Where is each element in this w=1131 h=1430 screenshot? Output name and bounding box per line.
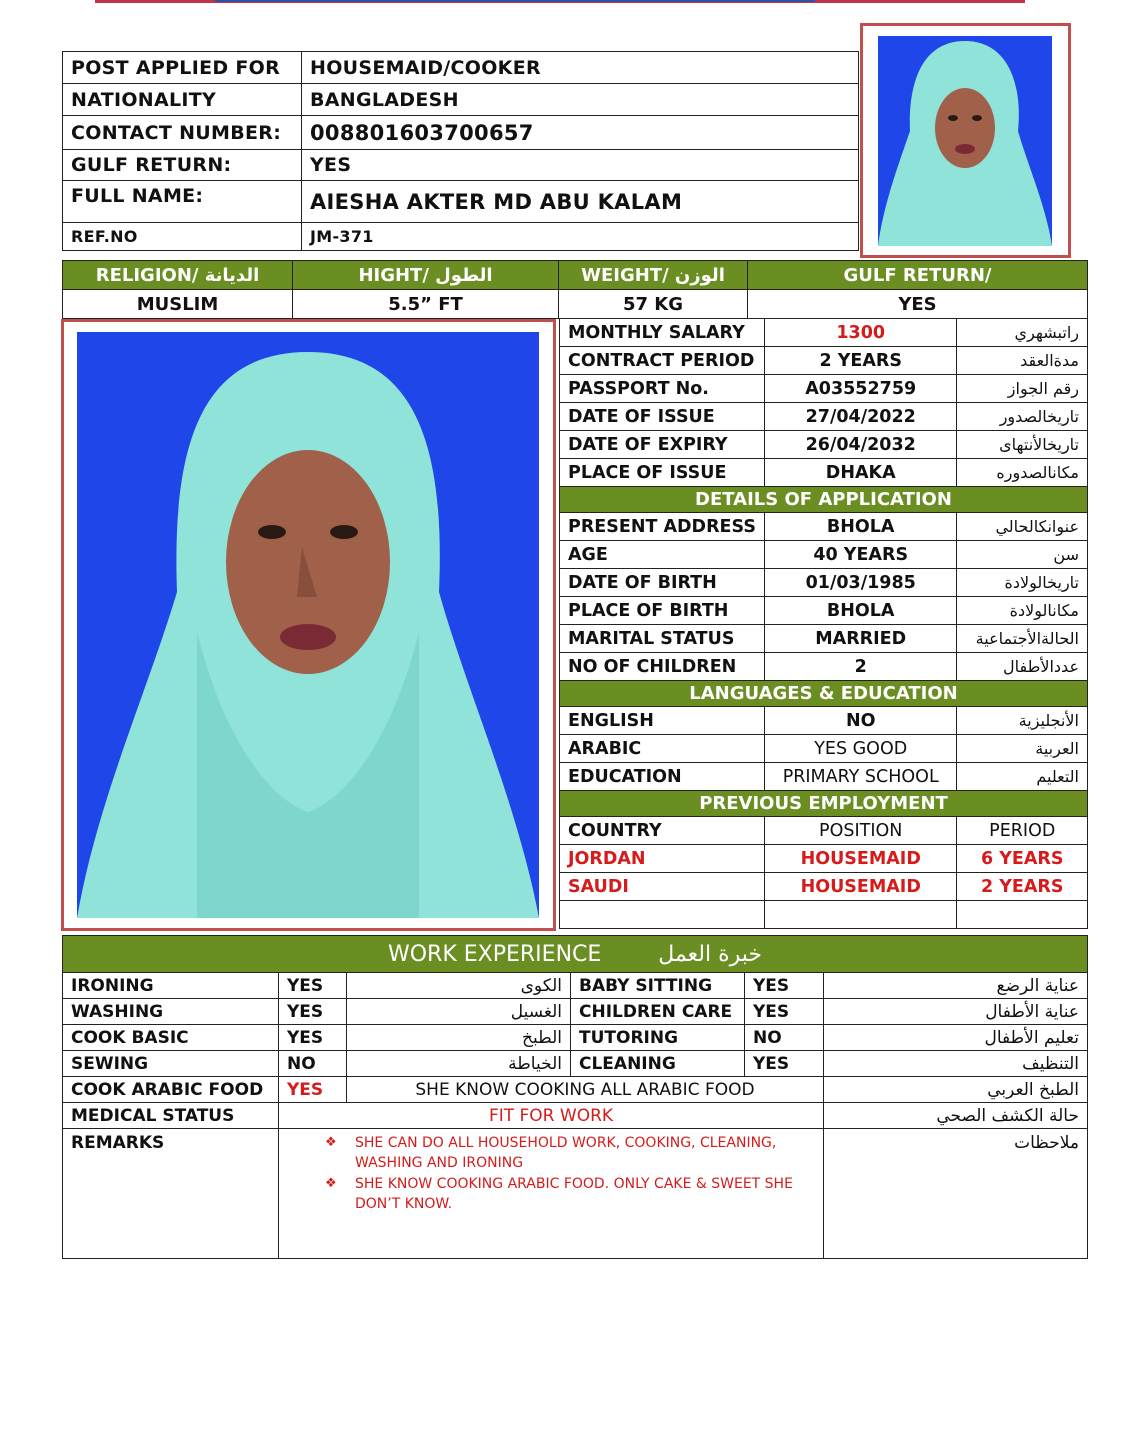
dob-label: DATE OF BIRTH	[560, 569, 765, 597]
address-value: BHOLA	[764, 513, 957, 541]
skill-value-2: YES	[745, 973, 824, 999]
section-employment	[560, 791, 1088, 817]
medical-label: MEDICAL STATUS	[63, 1103, 279, 1129]
arabic-label-ar: العربية	[957, 735, 1088, 763]
detail-row-issue	[560, 403, 1088, 431]
expiry-date-value: 26/04/2032	[764, 431, 957, 459]
portrait-illustration-small	[878, 36, 1052, 246]
detail-row-passport	[560, 375, 1088, 403]
work-experience-header	[63, 936, 1088, 973]
section-application-title: DETAILS OF APPLICATION	[560, 487, 1088, 513]
medical-row	[63, 1103, 1088, 1129]
remarks-item-text: SHE CAN DO ALL HOUSEHOLD WORK, COOKING, CLEANING, WASHING AND IRONING	[355, 1135, 777, 1171]
detail-row-contract	[560, 347, 1088, 375]
contract-label-ar: مدةالعقد	[957, 347, 1088, 375]
empty-cell	[957, 901, 1088, 929]
skill-value: NO	[279, 1051, 347, 1077]
employment-row-empty	[560, 901, 1088, 929]
emp-period: 6 YEARS	[957, 845, 1088, 873]
work-experience-title-ar: خبرة العمل	[658, 941, 763, 967]
small-photo	[860, 23, 1071, 258]
work-experience-table	[62, 935, 1088, 1259]
contract-value: 2 YEARS	[764, 347, 957, 375]
remarks-item-text: SHE KNOW COOKING ARABIC FOOD. ONLY CAKE & SWEET SHE DON’T KNOW.	[355, 1176, 793, 1212]
place-issue-value: DHAKA	[764, 459, 957, 487]
skill-row	[63, 1051, 1088, 1077]
medical-label-ar: حالة الكشف الصحي	[824, 1103, 1088, 1129]
details-table	[559, 318, 1088, 929]
age-value: 40 YEARS	[764, 541, 957, 569]
section-application	[560, 487, 1088, 513]
info-row-contact	[63, 116, 859, 150]
summary-table	[62, 260, 1088, 319]
gulf-return-label: GULF RETURN:	[63, 150, 302, 181]
header-decoration	[95, 0, 1025, 6]
skill-row	[63, 1025, 1088, 1051]
detail-row-expiry	[560, 431, 1088, 459]
detail-row-address	[560, 513, 1088, 541]
emp-position: HOUSEMAID	[764, 873, 957, 901]
skill-value-2: YES	[745, 1051, 824, 1077]
remarks-list	[325, 1133, 815, 1214]
skill-label-2: CHILDREN CARE	[571, 999, 745, 1025]
height-value: 5.5” FT	[293, 290, 559, 319]
personal-info-table	[62, 51, 859, 251]
emp-position: HOUSEMAID	[764, 845, 957, 873]
skill-value: YES	[279, 999, 347, 1025]
skill-label-2-ar: تعليم الأطفال	[824, 1025, 1088, 1051]
skill-value: YES	[279, 973, 347, 999]
detail-row-arabic	[560, 735, 1088, 763]
post-label: POST APPLIED FOR	[63, 52, 302, 84]
english-label: ENGLISH	[560, 707, 765, 735]
emp-period: 2 YEARS	[957, 873, 1088, 901]
empty-cell	[560, 901, 765, 929]
expiry-date-label: DATE OF EXPIRY	[560, 431, 765, 459]
salary-label: MONTHLY SALARY	[560, 319, 765, 347]
skill-row	[63, 973, 1088, 999]
work-experience-title-cell	[63, 936, 1088, 973]
remarks-label-ar: ملاحظات	[824, 1129, 1088, 1259]
full-name-value: AIESHA AKTER MD ABU KALAM	[302, 181, 859, 223]
age-label-ar: سن	[957, 541, 1088, 569]
remarks-content	[279, 1129, 824, 1259]
skill-label-2: CLEANING	[571, 1051, 745, 1077]
marital-label-ar: الحالةالأجتماعية	[957, 625, 1088, 653]
remarks-item	[325, 1174, 815, 1214]
arabic-food-note: SHE KNOW COOKING ALL ARABIC FOOD	[347, 1077, 824, 1103]
detail-row-salary	[560, 319, 1088, 347]
weight-value: 57 KG	[559, 290, 748, 319]
skill-label-2: TUTORING	[571, 1025, 745, 1051]
employment-header-row	[560, 817, 1088, 845]
remarks-label: REMARKS	[63, 1129, 279, 1259]
dob-value: 01/03/1985	[764, 569, 957, 597]
english-value: NO	[764, 707, 957, 735]
header-blue-line	[215, 0, 815, 2]
place-issue-label-ar: مكانالصدوره	[957, 459, 1088, 487]
skill-label-2-ar: التنظيف	[824, 1051, 1088, 1077]
diamond-bullet-icon: ❖	[325, 1176, 337, 1191]
issue-date-value: 27/04/2022	[764, 403, 957, 431]
summary-header-row	[63, 261, 1088, 290]
detail-row-children	[560, 653, 1088, 681]
skill-row	[63, 999, 1088, 1025]
employment-row	[560, 845, 1088, 873]
gulf-return-summary-value: YES	[748, 290, 1088, 319]
medical-value: FIT FOR WORK	[279, 1103, 824, 1129]
skill-value-2: NO	[745, 1025, 824, 1051]
passport-value: A03552759	[764, 375, 957, 403]
education-value: PRIMARY SCHOOL	[764, 763, 957, 791]
passport-label-ar: رقم الجواز	[957, 375, 1088, 403]
gulf-return-header: GULF RETURN/	[748, 261, 1088, 290]
religion-header: RELIGION/ الديانة	[63, 261, 293, 290]
salary-value: 1300	[764, 319, 957, 347]
section-employment-title: PREVIOUS EMPLOYMENT	[560, 791, 1088, 817]
skill-label-2-ar: عناية الأطفال	[824, 999, 1088, 1025]
marital-label: MARITAL STATUS	[560, 625, 765, 653]
nationality-value: BANGLADESH	[302, 84, 859, 116]
salary-label-ar: راتبشهري	[957, 319, 1088, 347]
post-value: HOUSEMAID/COOKER	[302, 52, 859, 84]
employment-row	[560, 873, 1088, 901]
skill-label: SEWING	[63, 1051, 279, 1077]
pob-label: PLACE OF BIRTH	[560, 597, 765, 625]
passport-label: PASSPORT No.	[560, 375, 765, 403]
children-value: 2	[764, 653, 957, 681]
arabic-food-value: YES	[279, 1077, 347, 1103]
height-header: HIGHT/ الطول	[293, 261, 559, 290]
remarks-item	[325, 1133, 815, 1173]
education-label-ar: التعليم	[957, 763, 1088, 791]
skill-label: WASHING	[63, 999, 279, 1025]
address-label-ar: عنوانكالحالي	[957, 513, 1088, 541]
summary-value-row	[63, 290, 1088, 319]
arabic-food-row	[63, 1077, 1088, 1103]
detail-row-marital	[560, 625, 1088, 653]
pob-value: BHOLA	[764, 597, 957, 625]
contract-label: CONTRACT PERIOD	[560, 347, 765, 375]
skill-label-ar: الكوى	[347, 973, 571, 999]
skill-label: COOK BASIC	[63, 1025, 279, 1051]
gulf-return-value: YES	[302, 150, 859, 181]
skill-value: YES	[279, 1025, 347, 1051]
place-issue-label: PLACE OF ISSUE	[560, 459, 765, 487]
nationality-label: NATIONALITY	[63, 84, 302, 116]
emp-period-header: PERIOD	[957, 817, 1088, 845]
detail-row-dob	[560, 569, 1088, 597]
expiry-date-label-ar: تاريخالأنتهاى	[957, 431, 1088, 459]
diamond-bullet-icon: ❖	[325, 1135, 337, 1150]
ref-value: JM-371	[302, 223, 859, 251]
remarks-row	[63, 1129, 1088, 1259]
religion-value: MUSLIM	[63, 290, 293, 319]
full-name-label: FULL NAME:	[63, 181, 302, 223]
address-label: PRESENT ADDRESS	[560, 513, 765, 541]
skill-value-2: YES	[745, 999, 824, 1025]
info-row-nationality	[63, 84, 859, 116]
section-languages-title: LANGUAGES & EDUCATION	[560, 681, 1088, 707]
issue-date-label: DATE OF ISSUE	[560, 403, 765, 431]
weight-header: WEIGHT/ الوزن	[559, 261, 748, 290]
detail-row-education	[560, 763, 1088, 791]
skill-label-2-ar: عناية الرضع	[824, 973, 1088, 999]
children-label: NO OF CHILDREN	[560, 653, 765, 681]
arabic-value: YES GOOD	[764, 735, 957, 763]
emp-position-header: POSITION	[764, 817, 957, 845]
arabic-food-label-ar: الطبخ العربي	[824, 1077, 1088, 1103]
issue-date-label-ar: تاريخالصدور	[957, 403, 1088, 431]
large-photo	[61, 319, 556, 931]
info-row-ref	[63, 223, 859, 251]
age-label: AGE	[560, 541, 765, 569]
skill-label-ar: الخياطة	[347, 1051, 571, 1077]
info-row-post	[63, 52, 859, 84]
info-row-name	[63, 181, 859, 223]
dob-label-ar: تاريخالولادة	[957, 569, 1088, 597]
ref-label: REF.NO	[63, 223, 302, 251]
detail-row-age	[560, 541, 1088, 569]
contact-label: CONTACT NUMBER:	[63, 116, 302, 150]
work-experience-title: WORK EXPERIENCE	[387, 941, 602, 967]
emp-country: SAUDI	[560, 873, 765, 901]
pob-label-ar: مكانالولادة	[957, 597, 1088, 625]
children-label-ar: عددالأطفال	[957, 653, 1088, 681]
empty-cell	[764, 901, 957, 929]
skill-label-ar: الطبخ	[347, 1025, 571, 1051]
education-label: EDUCATION	[560, 763, 765, 791]
skill-label-2: BABY SITTING	[571, 973, 745, 999]
emp-country: JORDAN	[560, 845, 765, 873]
skill-label-ar: الغسيل	[347, 999, 571, 1025]
english-label-ar: الأنجليزية	[957, 707, 1088, 735]
detail-row-pob	[560, 597, 1088, 625]
small-photo-image	[878, 36, 1052, 246]
arabic-food-label: COOK ARABIC FOOD	[63, 1077, 279, 1103]
section-languages	[560, 681, 1088, 707]
info-row-gulf	[63, 150, 859, 181]
portrait-illustration-large	[77, 332, 539, 918]
skill-label: IRONING	[63, 973, 279, 999]
large-photo-image	[77, 332, 539, 918]
marital-value: MARRIED	[764, 625, 957, 653]
contact-value: 008801603700657	[302, 116, 859, 150]
emp-country-header: COUNTRY	[560, 817, 765, 845]
detail-row-english	[560, 707, 1088, 735]
arabic-label: ARABIC	[560, 735, 765, 763]
detail-row-place-issue	[560, 459, 1088, 487]
